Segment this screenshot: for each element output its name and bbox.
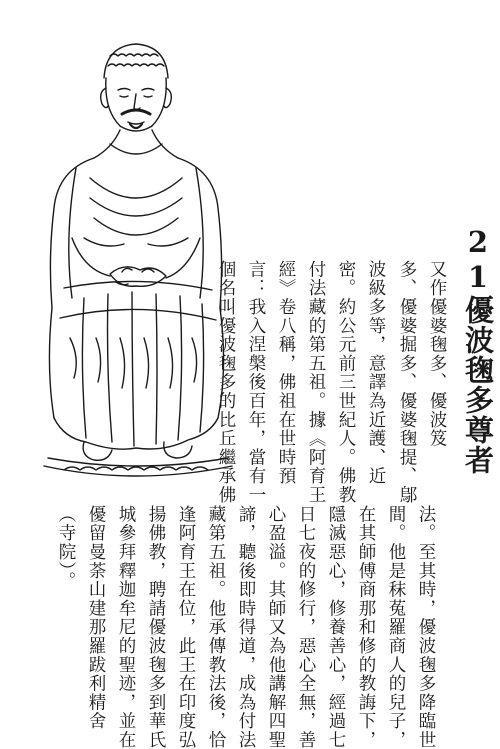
body-column-lower-11: 城參拜釋迦牟尼的聖迹，並在 [116, 505, 136, 749]
body-column-upper-8: 個名叫優波毱多的比丘繼承佛 [216, 260, 236, 505]
page-title: 21優波毱多尊者 [461, 225, 495, 475]
body-column-lower-9: 逢阿育王在位，此王在印度弘 [176, 505, 196, 749]
body-column-upper-4: 密。約公元前三世紀人。佛教 [336, 260, 356, 505]
body-column-lower-6: 心盈溢。其師又為他講解四聖 [266, 505, 286, 749]
body-column-lower-2: 間。他是秣菟羅商人的兒子， [386, 505, 406, 749]
monk-illustration [24, 38, 248, 486]
body-column-upper-6: 經》卷八稱，佛祖在世時預 [276, 260, 296, 486]
body-column-lower-5: 日七夜的修行，惡心全無，善 [296, 505, 316, 749]
body-column-lower-1: 法。至其時，優波毱多降臨世 [416, 505, 436, 749]
body-column-lower-10: 揚佛教，聘請優波毱多到華氏 [146, 505, 166, 749]
body-column-lower-8: 藏第五祖。他承傳教法後，恰 [206, 505, 226, 749]
body-column-upper-5: 付法藏的第五祖。據《阿育王 [306, 260, 326, 505]
body-column-upper-3: 波級多等，意譯為近護、近 [366, 260, 386, 486]
body-column-lower-3: 在其師傅商那和修的教誨下， [356, 505, 376, 749]
body-column-lower-7: 諦，聽後即時得道，成為付法 [236, 505, 256, 749]
body-column-lower-13: （寺院）。 [56, 505, 76, 591]
body-column-lower-12: 優留曼荼山建那羅跋利精舍 [86, 505, 106, 731]
body-column-upper-7: 言：我入涅槃後百年，當有一 [246, 260, 266, 505]
body-column-upper-1: 又作優婆毱多、優波笈 [427, 260, 447, 448]
body-column-upper-2: 多、優婆掘多、優婆毱提、鄔 [397, 260, 417, 505]
body-column-lower-4: 隱滅惡心，修養善心，經過七 [326, 505, 346, 749]
